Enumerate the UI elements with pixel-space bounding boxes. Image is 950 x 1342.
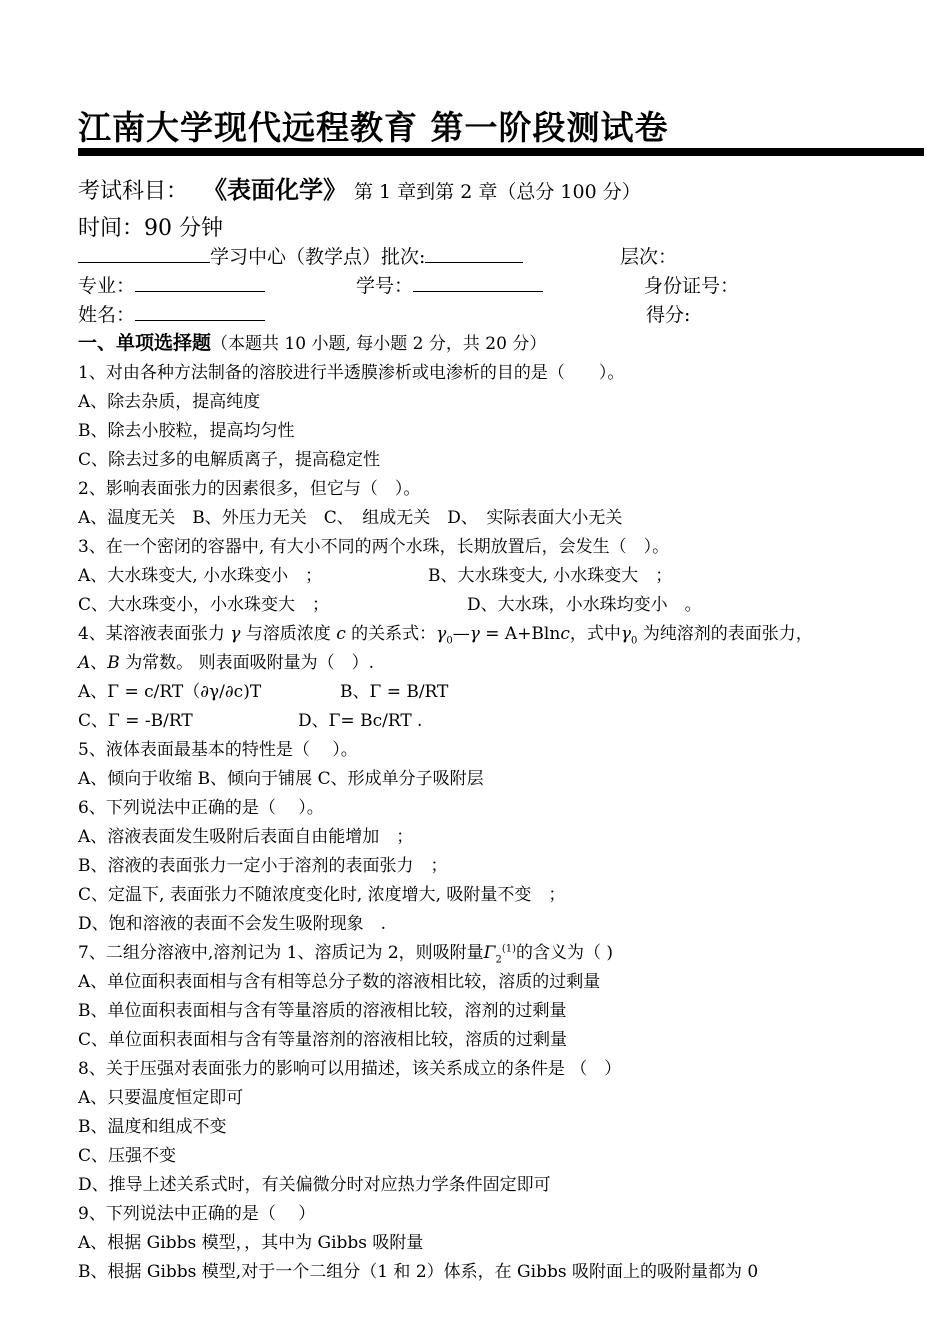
q6-option-c: C、定温下, 表面张力不随浓度变化时, 浓度增大, 吸附量不变 ；	[78, 885, 566, 905]
q7-option-a: A、单位面积表面相与含有相等总分子数的溶液相比较，溶质的过剩量	[78, 972, 601, 992]
q4-text-4: ，式中	[569, 624, 621, 644]
q4-option-d: D、Γ= Bc/RT .	[298, 711, 423, 731]
q1-option-b: B、除去小胶粒，提高均匀性	[78, 421, 295, 441]
major-field	[78, 271, 265, 298]
center-blank[interactable]	[78, 244, 210, 263]
q3-option-b: B、大水珠变大, 小水珠变大 ；	[428, 566, 673, 586]
question-4-line-1: 4、某溶液表面张力 γ 与溶质浓度 c 的关系式：$\gamma_0—\gamma = A+Blnc$，式中$\gamma_0$ 为纯溶剂的表面张力，	[78, 624, 813, 647]
q8-option-c: C、压强不变	[78, 1146, 177, 1166]
q1-option-c: C、除去过多的电解质离子，提高稳定性	[78, 450, 381, 470]
student-id-field	[356, 271, 543, 298]
question-6: 6、下列说法中正确的是（ ）。	[78, 798, 324, 818]
exam-time: 时间：90 分钟	[78, 216, 223, 241]
q6-option-b: B、溶液的表面张力一定小于溶剂的表面张力 ；	[78, 856, 448, 876]
question-3: 3、在一个密闭的容器中, 有大小不同的两个水珠，长期放置后，会发生（ ）。	[78, 537, 670, 557]
q7-option-b: B、单位面积表面相与含有等量溶质的溶液相比较，溶剂的过剩量	[78, 1001, 567, 1021]
q1-option-a: A、除去杂质，提高纯度	[78, 392, 261, 412]
q7-option-c: C、单位面积表面相与含有等量溶剂的溶液相比较，溶质的过剩量	[78, 1030, 568, 1050]
question-1: 1、对由各种方法制备的溶胶进行半透膜渗析或电渗析的目的是（ ）。	[78, 363, 625, 383]
student-id-label: 学号：	[356, 275, 414, 297]
q8-option-b: B、温度和组成不变	[78, 1117, 227, 1137]
q8-option-a: A、只要温度恒定即可	[78, 1088, 244, 1108]
title-rule	[78, 148, 924, 156]
q5-options: A、倾向于收缩 B、倾向于铺展 C、形成单分子吸附层	[78, 769, 484, 789]
section1-header	[78, 328, 546, 355]
center-label: 学习中心（教学点）批次:	[210, 246, 426, 268]
question-2: 2、影响表面张力的因素很多，但它与（ ）。	[78, 479, 421, 499]
section1-note: （本题共 10 小题, 每小题 2 分，共 20 分）	[211, 334, 547, 354]
major-blank[interactable]	[135, 273, 265, 292]
name-blank[interactable]	[135, 302, 265, 321]
q8-option-d: D、推导上述关系式时，有关偏微分时对应热力学条件固定即可	[78, 1175, 551, 1195]
q4-formula-tail: = A+Bln	[485, 624, 561, 644]
question-7: 7、二组分溶液中,溶剂记为 1、溶质记为 2，则吸附量$\Gamma_2^{(1)}$的含义为（ )	[78, 943, 614, 966]
q3-option-a: A、大水珠变大, 小水珠变小 ；	[78, 566, 323, 586]
level-label: 层次：	[620, 246, 678, 268]
section1-heading: 一、单项选择题	[78, 332, 212, 354]
q4-text-1: 4、某溶液表面张力	[78, 624, 225, 644]
q9-option-a: A、根据 Gibbs 模型，，其中为 Gibbs 吸附量	[78, 1233, 424, 1253]
batch-blank[interactable]	[425, 244, 523, 263]
major-label: 专业：	[78, 275, 136, 297]
q4-line2-tail: 为常数。 则表面吸附量为（ ）.	[125, 653, 374, 673]
question-8: 8、关于压强对表面张力的影响可以用描述，该关系成立的条件是 （ ）	[78, 1059, 622, 1079]
subject-label: 考试科目：	[78, 179, 189, 204]
exam-title: 江南大学现代远程教育 第一阶段测试卷	[78, 108, 669, 147]
q7-text-2: 的含义为（ )	[516, 943, 614, 963]
subject-line	[78, 170, 641, 205]
question-9: 9、下列说法中正确的是（ ）	[78, 1204, 316, 1224]
name-label: 姓名：	[78, 304, 136, 326]
student-id-blank[interactable]	[413, 273, 543, 292]
q9-option-b: B、根据 Gibbs 模型,对于一个二组分（1 和 2）体系，在 Gibbs 吸附面上的吸附量都为 0	[78, 1262, 759, 1282]
q3-option-d: D、大水珠，小水珠均变小 。	[467, 595, 702, 615]
q2-options: A、温度无关 B、外压力无关 C、 组成无关 D、 实际表面大小无关	[78, 508, 623, 528]
score-label: 得分:	[646, 304, 691, 326]
question-4-line-2: A、B 为常数。 则表面吸附量为（ ）.	[78, 653, 374, 673]
q4-text-2: 与溶质浓度	[245, 624, 331, 644]
q4-option-b: B、Γ = B/RT	[340, 682, 449, 702]
question-5: 5、液体表面最基本的特性是（ ）。	[78, 740, 358, 760]
id-card-label: 身份证号：	[644, 275, 740, 297]
q6-option-a: A、溶液表面发生吸附后表面自由能增加 ；	[78, 827, 414, 847]
q4-text-3: 的关系式：	[351, 624, 437, 644]
q4-option-a: A、Γ = c/RT（∂γ/∂c)T	[78, 682, 262, 702]
q6-option-d: D、饱和溶液的表面不会发生吸附现象 .	[78, 914, 387, 934]
subject-name: 《表面化学》	[203, 175, 348, 204]
name-field	[78, 300, 265, 327]
info-row-1	[78, 242, 523, 269]
subject-scope: 第 1 章到第 2 章（总分 100 分）	[354, 181, 641, 203]
q3-option-c: C、大水珠变小，小水珠变大 ；	[78, 595, 330, 615]
q7-text-1: 7、二组分溶液中,溶剂记为 1、溶质记为 2，则吸附量	[78, 943, 484, 963]
q4-text-5: 为纯溶剂的表面张力，	[642, 624, 813, 644]
q4-option-c: C、Γ = -B/RT	[78, 711, 193, 731]
